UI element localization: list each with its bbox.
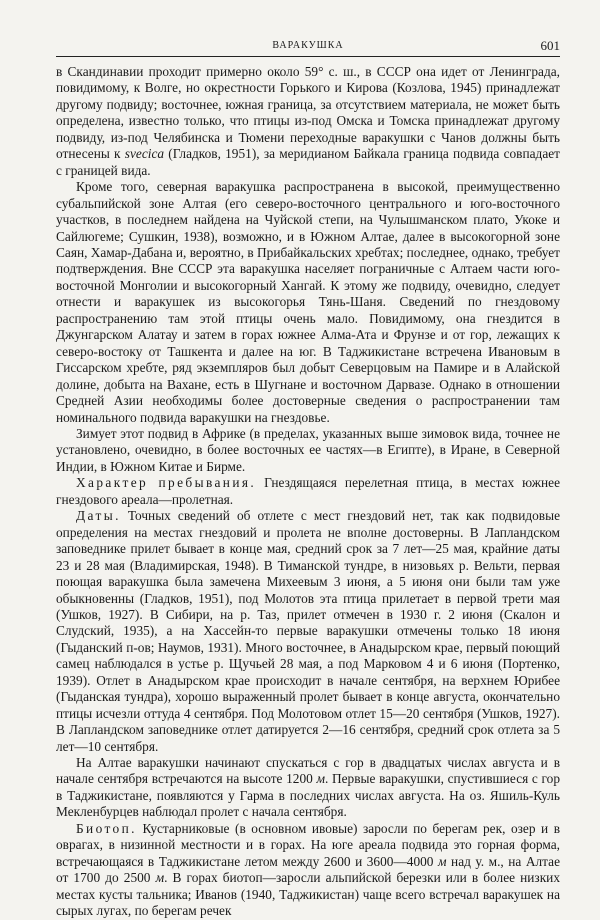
italic-term: м — [438, 853, 447, 869]
text-run: в Скандинавии проходит примерно около 59° с. ш., в СССР она идет от Ленинграда, повидимому, к Волге, но окрестности Горького и Кирова (Козлова, 1945) принадлежат другому подвиду; восточнее, южная граница, за отсутствием материала, не может быть определена, известно только, что птицы из-под Омска и Томска принадлежат другому подвиду, из-под Челябинска и Тюмени переходные варакушки с Чанов должны быть отнесены к — [56, 64, 560, 162]
section-heading: Характер пребывания. — [76, 475, 257, 491]
text-run: Гнездящаяся перелетная птица, в местах южнее гнездового ареала—пролетная. — [56, 475, 560, 507]
text-run: над у. м., на Алтае от 1700 до 2500 — [56, 853, 560, 886]
text-run: Кроме того, северная варакушка распространена в высокой, преимущественно субальпийской зоне Алтая (его северо-восточного центрального и юго-восточного участков, в последнем найдена на Чуйской степи, на Чулышманском плато, Укоке и Сайлюгеме; Сушкин, 1938), возможно, и в Южном Алтае, далее в высокогорной зоне Саян, Хамар-Дабана и, вероятно, в Прибайкальских хребтах; последнее, однако, требует подтверждения. Вне СССР эта варакушка населяет пограничные с Алтаем части юго-восточной Монголии и высокогорный Хангай. К этому же подвиду, очевидно, следует отнести и варакушек из высокогорья Тянь-Шаня. Сведений по гнездовому распространению там этой птицы очень мало. Повидимому, она гнездится в Джунгарском Алатау и затем в горах южнее Алма-Ата и Фрунзе и от гор, лежащих к северо-востоку от Ташкента и далее на юг. В Таджикистане встречена Ивановым в Гиссарском хребте, ряд экземпляров был добыт Северцовым на Памире и в Алайской долине, добыта на Вахане, есть в Шугнане и восточном Дарвазе. Однако в отношении Средней Азии необходимы более достоверные сведения о распространении там номинального подвида варакушки на гнездовье. — [56, 179, 560, 425]
text-run: (Гладков, 1951), за меридианом Байкала граница подвида совпадает с границей вида. — [56, 146, 561, 178]
paragraph — [56, 755, 560, 821]
text-run: . В горах биотоп—заросли альпийской березки или в более низких местах кусты тальника; Иванов (1940, Таджикистан) чаще всего встречал варакушек на сырых лугах, по берегам речек — [56, 870, 560, 919]
italic-term: svecica — [124, 146, 165, 162]
body-text — [56, 64, 560, 920]
text-run: Точных сведений об отлете с мест гнездовий нет, так как подвидовые определения на местах гнездовий и пролета не вполне достоверны. В Лапландском заповеднике прилет бывает в конце мая, средний срок за 7 лет—25 мая, крайние даты 23 и 28 мая (Владимирская, 1948). В Тиманской тундре, в низовьях р. Вельти, первая поющая варакушка была замечена Михеевым 3 июня, а 5 июня они были там уже обыкновенны (Гладков, 1951), под Молотов эта птица прилетает в первой трети мая (Ушков, 1927). В Сибири, на р. Таз, прилет отмечен в 1930 г. 2 июня (Скалон и Слудский, 1935), а на Хассейн-то первые варакушки отмечены только 18 июня (Гыданский п-ов; Наумов, 1931). Много восточнее, в Анадырском крае, первый поющий самец наблюдался в устье р. Щучьей 28 мая, а под Марковом 4 и 6 июня (Портенко, 1939). Отлет в Анадырском крае происходит в начале сентября, на верхнем Юрибее (Гыданская тундра), хорошо выраженный пролет бывает в конце августа, окончательно птицы исчезли оттуда 4 сентября. Под Молотовом отлет 15—20 сентября (Ушков, 1927). В Лапландском заповеднике отлет датируется 2—16 сентября, средний срок отлета за 5 лет—10 сентября. — [56, 508, 560, 754]
paragraph — [56, 508, 560, 755]
paragraph — [56, 64, 560, 179]
italic-term: м — [155, 870, 165, 886]
paragraph — [56, 475, 560, 508]
running-title: ВАРАКУШКА — [272, 40, 344, 51]
text-run: . Первые варакушки, спустившиеся с гор в Таджикистане, появляются у Гарма в последних числах августа. На оз. Яшиль-Куль Мекленбурцев наблюдал пролет с начала сентября. — [56, 771, 560, 820]
paragraph — [56, 821, 560, 920]
italic-term: м — [316, 771, 325, 787]
header-rule — [56, 56, 560, 57]
page-number: 601 — [540, 38, 560, 53]
section-heading: Даты. — [76, 508, 121, 524]
paragraph — [56, 179, 560, 426]
text-run: Зимует этот подвид в Африке (в пределах, указанных выше зимовок вида, точнее не установлено, очевидно, в более восточных ее частях—в Египте), в Иране, в Северной Индии, в Южном Китае и Бирме. — [56, 425, 560, 474]
page-header — [56, 40, 560, 58]
text-run: Кустарниковые (в основном ивовые) заросли по берегам рек, озер и в оврагах, в низинной местности и в горах. На юге ареала подвида это горная форма, встречающаяся в Таджикистане летом между 2600 и 3600—4000 — [56, 820, 560, 869]
section-heading: Биотоп. — [76, 820, 137, 836]
text-run: На Алтае варакушки начинают спускаться с гор в двадцатых числах августа и в начале сентября встречаются на высоте 1200 — [56, 755, 560, 787]
paragraph — [56, 426, 560, 475]
